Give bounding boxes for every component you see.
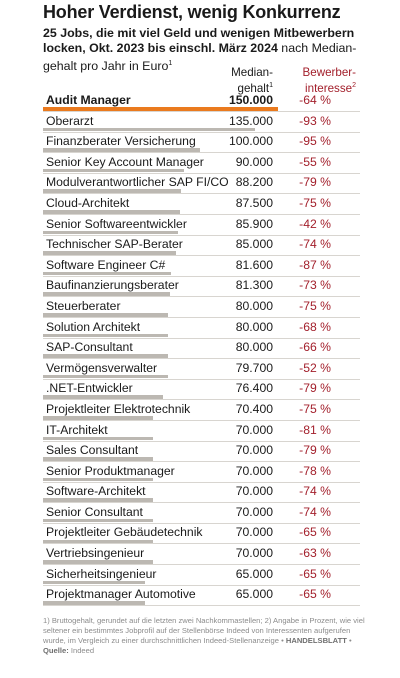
table-row [43, 399, 360, 420]
job-label: Steuerberater [46, 298, 121, 313]
row-divider [43, 605, 360, 606]
job-label: Projektmanager Automotive [46, 587, 196, 602]
table-row [43, 461, 360, 482]
median-salary-value: 70.000 [235, 422, 273, 437]
table-row [43, 522, 360, 543]
applicant-interest-value: -65 % [299, 566, 331, 581]
table-row [43, 152, 360, 173]
median-salary-value: 85.900 [235, 216, 273, 231]
job-label: Modulverantwortlicher SAP FI/CO [46, 175, 229, 190]
job-label: Software Engineer C# [46, 257, 166, 272]
job-label: Vertriebsingenieur [46, 546, 145, 561]
applicant-interest-value: -52 % [299, 360, 331, 375]
table-row [43, 378, 360, 399]
applicant-interest-value: -74 % [299, 504, 331, 519]
applicant-interest-value: -65 % [299, 525, 331, 540]
applicant-interest-value: -64 % [299, 93, 331, 107]
applicant-interest-value: -79 % [299, 443, 331, 458]
applicant-interest-value: -93 % [299, 113, 331, 128]
median-salary-value: 70.000 [235, 463, 273, 478]
chart-title: Hoher Verdienst, wenig Konkurrenz [43, 2, 341, 22]
median-salary-value: 70.000 [235, 504, 273, 519]
median-salary-value: 70.000 [235, 525, 273, 540]
median-salary-value: 70.000 [235, 546, 273, 561]
median-salary-value: 70.000 [235, 484, 273, 499]
applicant-interest-value: -66 % [299, 340, 331, 355]
median-salary-value: 81.300 [235, 278, 273, 293]
job-label: .NET-Entwickler [46, 381, 133, 396]
job-label: Software-Architekt [46, 484, 146, 499]
job-label: Senior Produktmanager [46, 463, 175, 478]
table-row [43, 481, 360, 502]
median-header-line1: Median- [231, 66, 273, 79]
job-label: Technischer SAP-Berater [46, 237, 183, 252]
table-row [43, 193, 360, 214]
median-salary-value: 70.000 [235, 443, 273, 458]
applicant-interest-value: -81 % [299, 422, 331, 437]
job-label: Vermögensverwalter [46, 360, 158, 375]
median-salary-value: 76.400 [235, 381, 273, 396]
footnote [43, 616, 368, 656]
subtitle-bold: 25 Jobs, die mit viel Geld und wenigen Mitbewerbern locken, Okt. 2023 bis einschl. März 2024 [43, 26, 355, 55]
table-row [43, 90, 360, 111]
median-salary-value: 100.000 [228, 134, 273, 149]
job-label: Projektleiter Elektrotechnik [46, 401, 191, 416]
job-label: Finanzberater Versicherung [46, 134, 196, 149]
table-row [43, 564, 360, 585]
median-header-line2: gehalt [237, 81, 270, 95]
interest-header-sup: 2 [352, 82, 356, 89]
median-salary-value: 65.000 [235, 587, 273, 602]
table-row [43, 420, 360, 441]
table-row [43, 131, 360, 152]
median-salary-value: 65.000 [235, 566, 273, 581]
median-salary-value: 90.000 [235, 154, 273, 169]
applicant-interest-value: -75 % [299, 401, 331, 416]
job-label: Audit Manager [46, 93, 131, 107]
applicant-interest-value: -42 % [299, 216, 331, 231]
table-row [43, 214, 360, 235]
job-label: Sicherheitsingenieur [46, 566, 157, 581]
job-label: Sales Consultant [46, 443, 139, 458]
median-salary-value: 135.000 [228, 113, 273, 128]
table-row [43, 440, 360, 461]
median-salary-value: 150.000 [228, 93, 273, 107]
table-row [43, 543, 360, 564]
median-salary-value: 80.000 [235, 319, 273, 334]
interest-header-line2: interesse [305, 81, 353, 95]
table-row [43, 502, 360, 523]
applicant-interest-value: -75 % [299, 298, 331, 313]
job-label: SAP-Consultant [46, 340, 133, 355]
applicant-interest-value: -78 % [299, 463, 331, 478]
applicant-interest-value: -74 % [299, 237, 331, 252]
applicant-interest-value: -68 % [299, 319, 331, 334]
table-row [43, 584, 360, 605]
job-label: Solution Architekt [46, 319, 141, 334]
applicant-interest-value: -63 % [299, 546, 331, 561]
table-row [43, 172, 360, 193]
median-salary-value: 79.700 [235, 360, 273, 375]
footnote-separator: • [346, 636, 352, 645]
subtitle-footnote-mark: 1 [168, 60, 173, 67]
footnote-source-label: Quelle: [43, 646, 69, 655]
median-header-sup: 1 [269, 82, 273, 89]
applicant-interest-value: -73 % [299, 278, 331, 293]
job-label: Senior Key Account Manager [46, 154, 204, 169]
table-row [43, 317, 360, 338]
applicant-interest-value: -55 % [299, 154, 331, 169]
applicant-interest-value: -79 % [299, 381, 331, 396]
job-label: Senior Consultant [46, 504, 143, 519]
applicant-interest-value: -65 % [299, 587, 331, 602]
applicant-interest-value: -87 % [299, 257, 331, 272]
footnote-publisher: HANDELSBLATT [285, 636, 347, 645]
table-row [43, 296, 360, 317]
table-row [43, 234, 360, 255]
median-salary-value: 80.000 [235, 340, 273, 355]
job-label: Baufinanzierungsberater [46, 278, 179, 293]
table-row [43, 337, 360, 358]
median-salary-value: 87.500 [235, 195, 273, 210]
job-label: Oberarzt [46, 113, 94, 128]
job-label: Cloud-Architekt [46, 195, 130, 210]
applicant-interest-value: -75 % [299, 195, 331, 210]
table-row [43, 255, 360, 276]
footnote-text: 1) Bruttogehalt, gerundet auf die letzten zwei Nachkommastellen; 2) Angabe in Prozent, wie viel seltener ein bestimmtes Jobprofil auf der Stellenbörse Indeed von Interessenten aufgerufen wurde, im Vergleich zu einer durchschnittlichen Indeed-Stellenanzeige • [43, 616, 365, 645]
table-row [43, 275, 360, 296]
applicant-interest-value: -95 % [299, 134, 331, 149]
median-salary-value: 70.400 [235, 401, 273, 416]
applicant-interest-value: -74 % [299, 484, 331, 499]
job-label: IT-Architekt [46, 422, 108, 437]
applicant-interest-value: -79 % [299, 175, 331, 190]
subtitle-normal: nach Median-gehalt pro Jahr in Euro [43, 41, 357, 74]
chart-rows [43, 90, 360, 605]
job-label: Projektleiter Gebäudetechnik [46, 525, 203, 540]
median-salary-value: 81.600 [235, 257, 273, 272]
table-row [43, 111, 360, 132]
median-salary-value: 85.000 [235, 237, 273, 252]
table-row [43, 358, 360, 379]
median-salary-value: 88.200 [235, 175, 273, 190]
median-salary-value: 80.000 [235, 298, 273, 313]
footnote-source: Indeed [68, 646, 95, 655]
job-label: Senior Softwareentwickler [46, 216, 187, 231]
interest-header-line1: Bewerber- [302, 66, 356, 79]
